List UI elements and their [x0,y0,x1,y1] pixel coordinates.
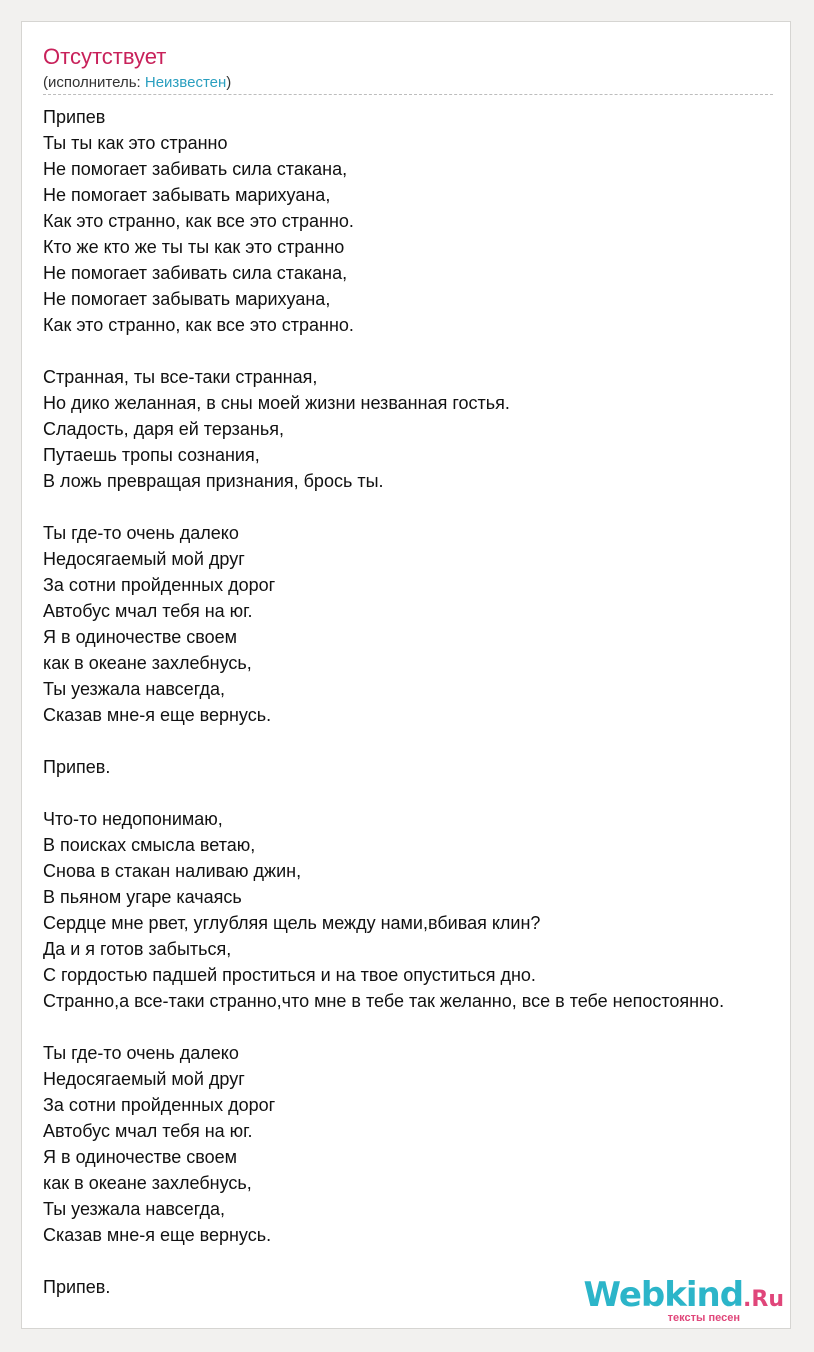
song-title: Отсутствует [43,44,167,69]
lyric-line: Автобус мчал тебя на юг. [43,601,253,621]
lyric-line [43,1248,791,1274]
artist-prefix: (исполнитель: [43,74,145,91]
lyric-line: как в океане захлебнусь, [43,653,252,673]
lyric-line: Недосягаемый мой друг [43,1069,245,1089]
lyric-line: Путаешь тропы сознания, [43,445,260,465]
lyric-line [43,1014,791,1040]
lyric-line: Не помогает забывать марихуана, [43,185,331,205]
header-divider [43,94,773,95]
lyric-line: Снова в стакан наливаю джин, [43,861,302,881]
lyric-line: В ложь превращая признания, брось ты. [43,471,384,491]
lyric-line [43,780,791,806]
lyric-line [43,494,791,520]
artist-link[interactable]: Неизвестен [144,74,227,91]
lyrics-card [21,21,791,1329]
lyric-line [43,338,791,364]
lyric-line: Сказав мне-я еще вернусь. [43,705,272,725]
site-logo[interactable] [584,1277,784,1324]
lyric-line: Но дико желанная, в сны моей жизни незванная гостья. [43,393,510,413]
lyric-line: Как это странно, как все это странно. [43,315,354,335]
lyric-line: Ты ты как это странно [43,133,228,153]
lyric-line: Не помогает забивать сила стакана, [43,263,348,283]
lyric-line: Ты где-то очень далеко [43,523,239,543]
lyric-line: Что-то недопонимаю, [43,809,223,829]
lyrics-text [43,104,791,1300]
artist-suffix: ) [226,74,232,91]
lyric-line: В поисках смысла ветаю, [43,835,256,855]
lyric-line: Я в одиночестве своем [43,1147,238,1167]
lyric-line: В пьяном угаре качаясь [43,887,242,907]
lyric-line: Недосягаемый мой друг [43,549,245,569]
lyric-line: Автобус мчал тебя на юг. [43,1121,253,1141]
logo-tagline: тексты песен [667,1312,740,1324]
lyric-line: С гордостью падшей проститься и на твое опуститься дно. [43,965,536,985]
lyric-line: Ты уезжала навсегда, [43,1199,225,1219]
lyric-line: За сотни пройденных дорог [43,1095,276,1115]
lyric-line: Не помогает забывать марихуана, [43,289,331,309]
lyric-line: Как это странно, как все это странно. [43,211,354,231]
logo-tld: .Ru [743,1287,784,1312]
lyric-line: За сотни пройденных дорог [43,575,276,595]
lyric-line: Кто же кто же ты ты как это странно [43,237,345,257]
lyric-line: как в океане захлебнусь, [43,1173,252,1193]
lyric-line: Припев. [43,757,111,777]
lyric-line: Странно,а все-таки странно,что мне в тебе так желанно, все в тебе непостоянно. [43,991,725,1011]
lyric-line: Сладость, даря ей терзанья, [43,419,284,439]
lyric-line: Странная, ты все-таки странная, [43,367,318,387]
lyric-line: Припев [43,107,106,127]
lyric-line: Я в одиночестве своем [43,627,238,647]
lyric-line: Ты уезжала навсегда, [43,679,225,699]
lyric-line [43,728,791,754]
lyric-line: Сердце мне рвет, углубляя щель между нами,вбивая клин? [43,913,541,933]
artist-line [43,74,231,92]
lyric-line: Ты где-то очень далеко [43,1043,239,1063]
lyric-line: Сказав мне-я еще вернусь. [43,1225,272,1245]
lyric-line: Не помогает забивать сила стакана, [43,159,348,179]
lyric-line: Припев. [43,1277,111,1297]
logo-brand: Webkind [583,1275,744,1315]
lyric-line: Да и я готов забыться, [43,939,232,959]
